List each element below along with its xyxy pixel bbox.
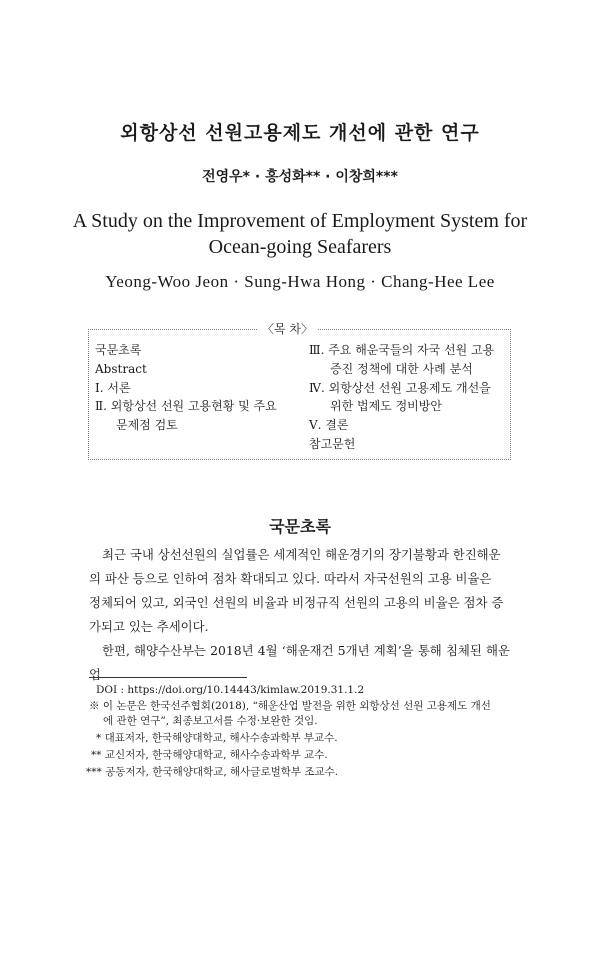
title-en-line-2: Ocean-going Seafarers bbox=[208, 236, 392, 258]
footnote-note: ※ 이 논문은 한국선주협회(2018), “해운산업 발전을 위한 외항상선 선원 고용제도 개선 bbox=[89, 700, 491, 712]
toc-label: 〈목 차〉 bbox=[258, 320, 317, 337]
toc-item: 문제점 검토 bbox=[116, 418, 178, 432]
abstract-line: 의 파산 등으로 인하여 점차 확대되고 있다. 따라서 자국선원의 고용 비율은 bbox=[89, 571, 492, 586]
toc-item: 위한 법제도 정비방안 bbox=[330, 399, 442, 413]
toc-item: Ⅴ. 결론 bbox=[309, 418, 349, 432]
footnote-author-2: ** 교신저자, 한국해양대학교, 해사수송과학부 교수. bbox=[91, 749, 328, 761]
toc-item: Ⅲ. 주요 해운국들의 자국 선원 고용 bbox=[309, 343, 495, 357]
abstract-line: 최근 국내 상선선원의 실업률은 세계적인 해운경기의 장기불황과 한진해운 bbox=[102, 547, 501, 562]
authors-korean: 전영우* · 홍성화** · 이창희*** bbox=[202, 169, 398, 185]
paper-title-korean: 외항상선 선원고용제도 개선에 관한 연구 bbox=[120, 122, 480, 144]
footnote-doi: DOI : https://doi.org/10.14443/kimlaw.2019.31.1.2 bbox=[96, 684, 365, 696]
toc-item: Ⅱ. 외항상선 선원 고용현황 및 주요 bbox=[95, 399, 277, 413]
toc-item: 증진 정책에 대한 사례 분석 bbox=[330, 362, 473, 376]
toc-item: 국문초록 bbox=[95, 343, 142, 357]
footnote-rule bbox=[89, 677, 247, 678]
abstract-line: 정체되어 있고, 외국인 선원의 비율과 비정규직 선원의 고용의 비율은 점차 증 bbox=[89, 595, 504, 610]
abstract-line: 가되고 있는 추세이다. bbox=[89, 619, 209, 634]
footnote-note-cont: 에 관한 연구”, 최종보고서를 수정·보완한 것임. bbox=[103, 715, 318, 727]
footnote-author-1: * 대표저자, 한국해양대학교, 해사수송과학부 부교수. bbox=[96, 732, 338, 744]
paper-title-english bbox=[60, 208, 540, 260]
toc-item: 참고문헌 bbox=[309, 437, 356, 451]
toc-item: Abstract bbox=[95, 362, 147, 376]
authors-english: Yeong-Woo Jeon · Sung-Hwa Hong · Chang-Hee Lee bbox=[105, 272, 495, 291]
toc-item: Ⅰ. 서론 bbox=[95, 381, 131, 395]
abstract-line: 한편, 해양수산부는 2018년 4월 ‘해운재건 5개년 계획’을 통해 침체된 해운업 bbox=[89, 643, 510, 682]
title-en-line-1: A Study on the Improvement of Employment System for bbox=[72, 210, 528, 232]
footnote-author-3: *** 공동저자, 한국해양대학교, 해사글로벌학부 조교수. bbox=[86, 766, 339, 778]
toc-item: Ⅳ. 외항상선 선원 고용제도 개선을 bbox=[309, 381, 491, 395]
abstract-heading: 국문초록 bbox=[269, 517, 331, 536]
